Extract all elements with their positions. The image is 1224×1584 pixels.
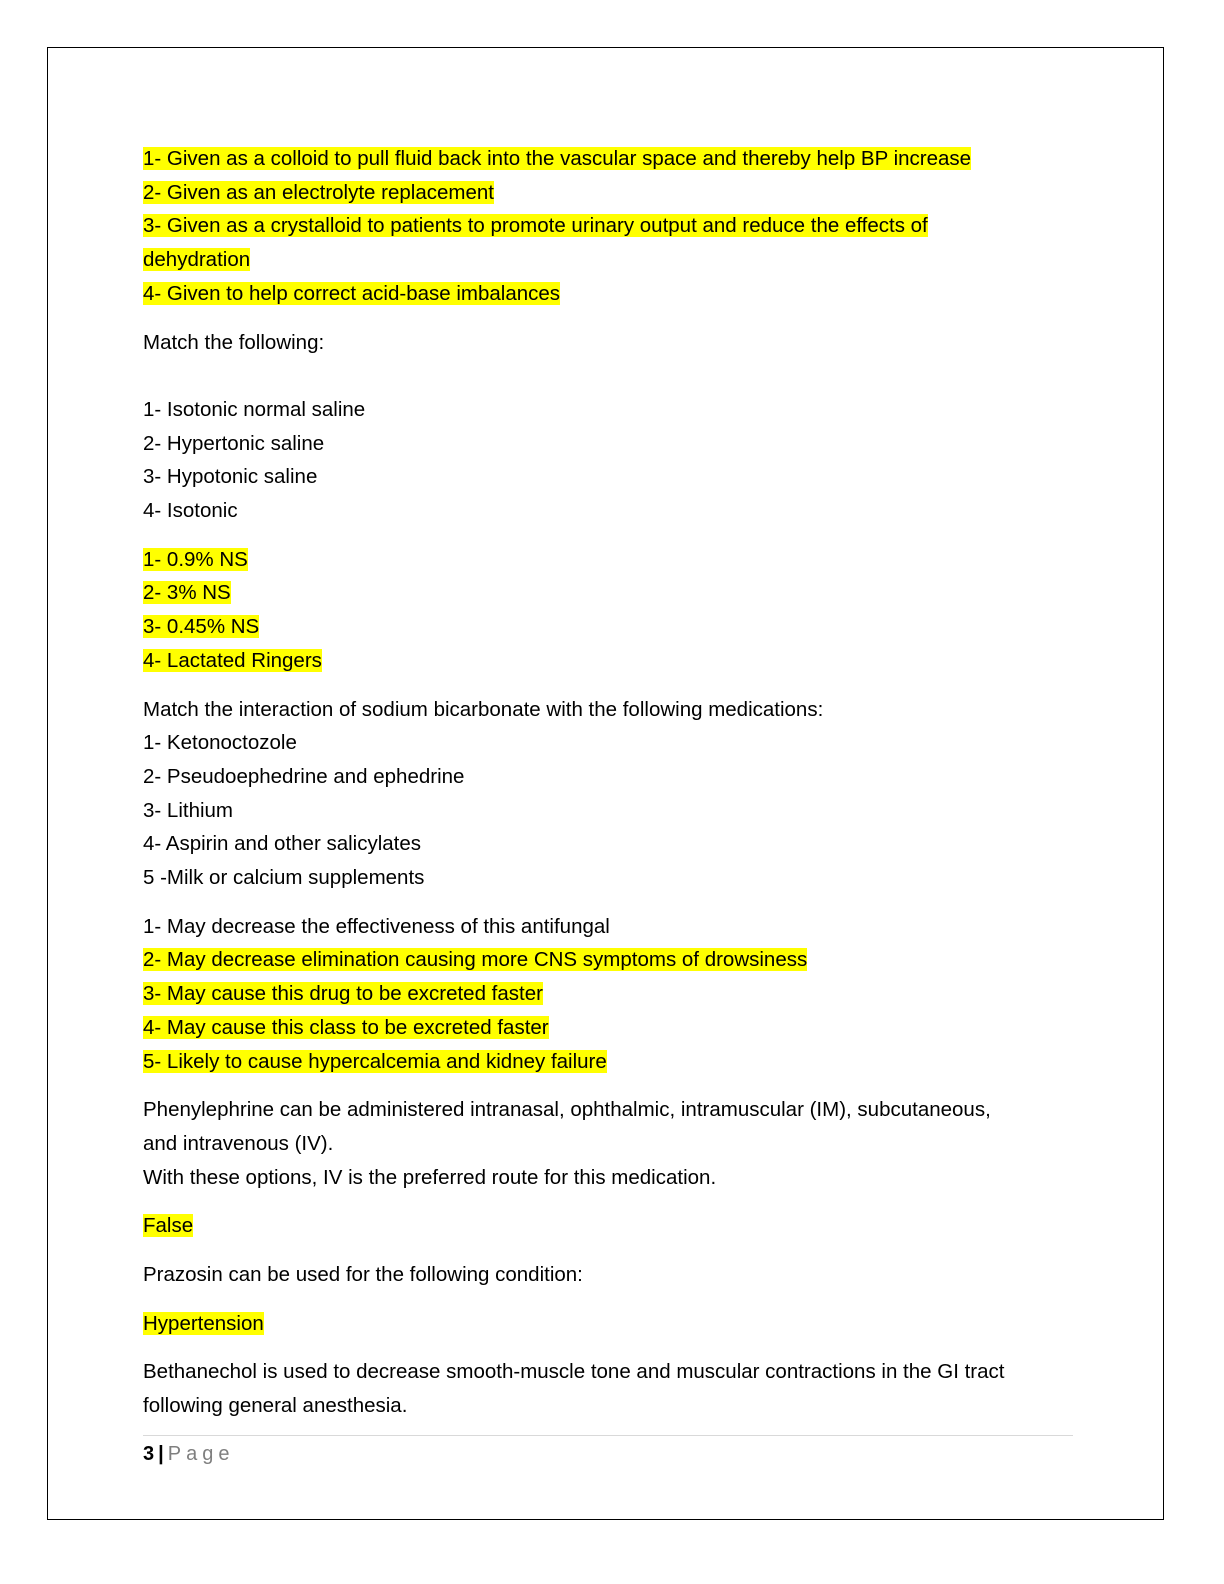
highlighted-answer: 5- Likely to cause hypercalcemia and kidney failure — [143, 1049, 607, 1073]
question-statement: Bethanechol is used to decrease smooth-muscle tone and muscular contractions in the GI tract — [143, 1360, 1005, 1384]
answer-block-bicarbonate — [143, 910, 1073, 1079]
highlighted-answer: 2- 3% NS — [143, 581, 231, 605]
footer-divider — [143, 1435, 1073, 1436]
question-statement: and intravenous (IV). — [143, 1131, 334, 1155]
list-item: 1- Isotonic normal saline — [143, 397, 366, 421]
question-phenylephrine — [143, 1093, 1073, 1194]
highlighted-answer: 1- 0.9% NS — [143, 547, 248, 571]
highlighted-answer: 2- Given as an electrolyte replacement — [143, 180, 494, 204]
highlighted-answer: Hypertension — [143, 1311, 264, 1335]
page-number: 3 — [143, 1443, 155, 1465]
question-bethanechol — [143, 1355, 1073, 1422]
highlighted-answer: dehydration — [143, 248, 251, 272]
answer-block-fluid-uses — [143, 142, 1073, 311]
list-item: 1- May decrease the effectiveness of this antifungal — [143, 914, 610, 938]
highlighted-answer: 4- Lactated Ringers — [143, 648, 322, 672]
question-prompt: Match the following: — [143, 330, 325, 354]
question-prompt: Prazosin can be used for the following condition: — [143, 1263, 583, 1287]
highlighted-answer: 3- 0.45% NS — [143, 615, 260, 639]
footer-separator: | — [158, 1443, 164, 1465]
question-prompt: Match the interaction of sodium bicarbonate with the following medications: — [143, 697, 824, 721]
document-body — [143, 142, 1073, 1423]
highlighted-answer: 4- Given to help correct acid-base imbalances — [143, 281, 561, 305]
highlighted-answer: 4- May cause this class to be excreted faster — [143, 1015, 549, 1039]
list-item: 4- Aspirin and other salicylates — [143, 832, 422, 856]
list-item: 1- Ketonoctozole — [143, 731, 297, 755]
question-match-bicarbonate — [143, 693, 1073, 895]
highlighted-answer: False — [143, 1214, 194, 1238]
list-item: 3- Hypotonic saline — [143, 465, 318, 489]
answer-block-saline — [143, 543, 1073, 678]
list-item: 2- Pseudoephedrine and ephedrine — [143, 764, 465, 788]
page-label: Page — [167, 1443, 235, 1465]
highlighted-answer: 2- May decrease elimination causing more CNS symptoms of drowsiness — [143, 948, 808, 972]
highlighted-answer: 3- Given as a crystalloid to patients to promote urinary output and reduce the effects of — [143, 214, 928, 238]
highlighted-answer: 1- Given as a colloid to pull fluid back into the vascular space and thereby help BP increase — [143, 147, 972, 170]
list-item: 3- Lithium — [143, 798, 234, 822]
question-statement: Phenylephrine can be administered intranasal, ophthalmic, intramuscular (IM), subcutaneous, — [143, 1098, 991, 1122]
list-item: 4- Isotonic — [143, 499, 238, 523]
list-item: 2- Hypertonic saline — [143, 431, 325, 455]
highlighted-answer: 3- May cause this drug to be excreted faster — [143, 982, 543, 1006]
question-statement: following general anesthesia. — [143, 1394, 408, 1418]
question-statement: With these options, IV is the preferred route for this medication. — [143, 1165, 717, 1189]
page-footer — [143, 1440, 234, 1468]
list-item: 5 -Milk or calcium supplements — [143, 866, 425, 890]
question-match-saline — [143, 326, 1073, 528]
